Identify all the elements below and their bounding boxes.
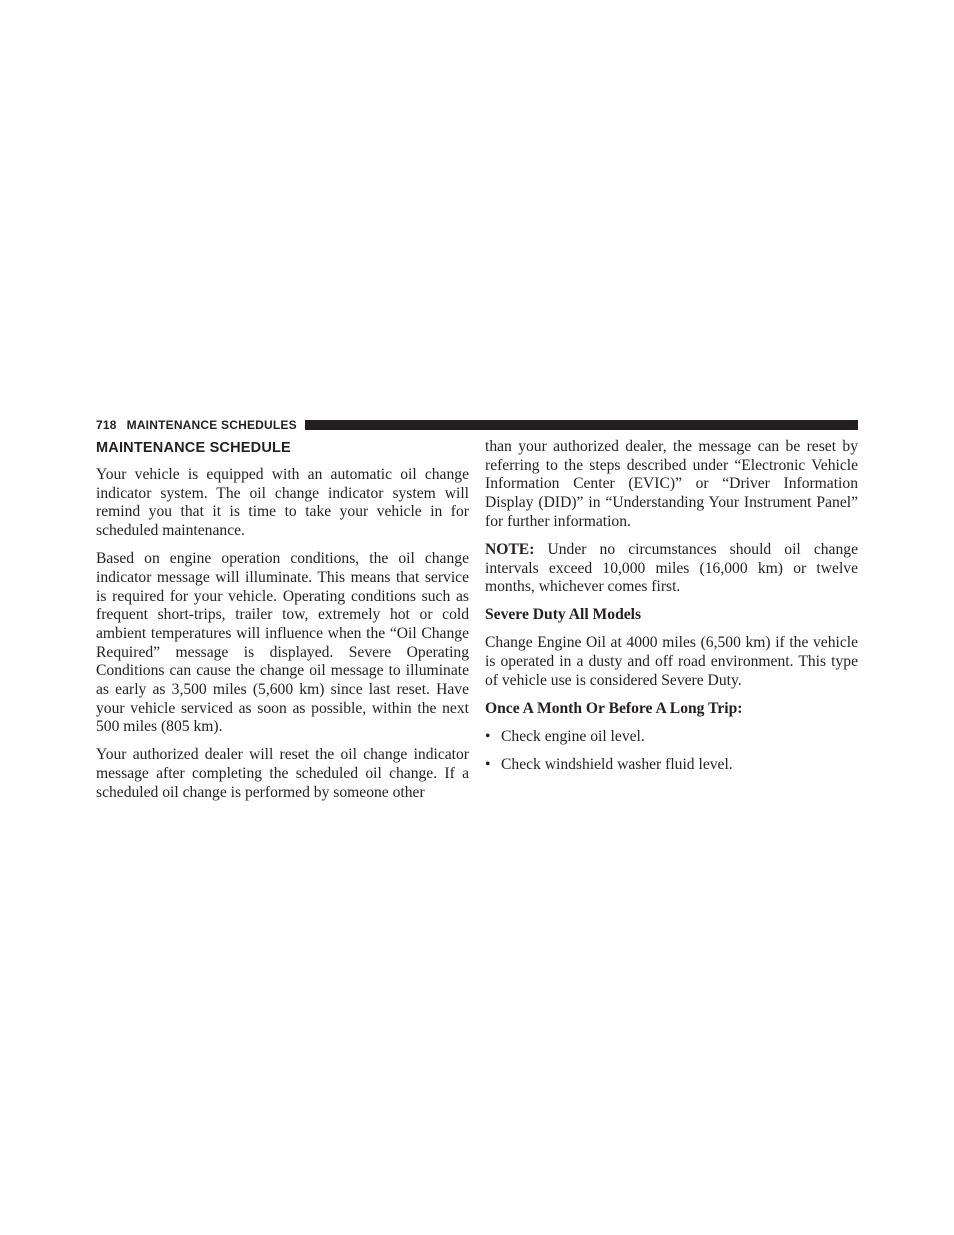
note-text: Under no circumstances should oil change intervals exceed 10,000 miles (16,000 km) or twelve months, whichever comes first. [485, 540, 858, 596]
running-title: MAINTENANCE SCHEDULES [126, 418, 297, 432]
checklist [485, 728, 858, 775]
page-number: 718 [96, 418, 117, 432]
bullet-icon: • [485, 755, 491, 773]
note-label: NOTE: [485, 540, 535, 558]
paragraph-continuation: than your authorized dealer, the message can be reset by referring to the steps described under “Electronic Vehicle Information Center (EVIC)” or “Driver Information Display (DID)” in “Understanding Your Instrument Panel” for further information. [485, 438, 858, 530]
list-item [485, 756, 858, 775]
header-rule [305, 420, 858, 430]
paragraph-dealer-reset: Your authorized dealer will reset the oil change indicator message after completing the scheduled oil change. If a scheduled oil change is performed by someone other [96, 746, 469, 801]
severe-duty-heading: Severe Duty All Models [485, 606, 642, 624]
section-title: MAINTENANCE SCHEDULE [96, 440, 291, 456]
list-item-text: Check windshield washer fluid level. [501, 755, 733, 773]
paragraph-oil-indicator: Your vehicle is equipped with an automatic oil change indicator system. The oil change indicator system will remind you that it is time to take your vehicle in for scheduled maintenance. [96, 466, 469, 540]
left-column [96, 438, 469, 812]
page-header [96, 417, 858, 433]
monthly-check-heading: Once A Month Or Before A Long Trip: [485, 699, 743, 717]
severe-duty-paragraph: Change Engine Oil at 4000 miles (6,500 km) if the vehicle is operated in a dusty and off road environment. This type of vehicle use is considered Severe Duty. [485, 634, 858, 689]
note-paragraph [485, 541, 858, 597]
right-column [485, 438, 858, 784]
list-item-text: Check engine oil level. [501, 727, 645, 745]
paragraph-operating-conditions: Based on engine operation conditions, the oil change indicator message will illuminate. This means that service is required for your vehicle. Operating conditions such as frequent short-trips, trailer tow, extremely hot or cold ambient temperatures will influence when the “Oil Change Required” message is displayed. Severe Operating Conditions can cause the change oil message to illuminate as early as 3,500 miles (5,600 km) since last reset. Have your vehicle serviced as soon as possible, within the next 500 miles (805 km). [96, 550, 469, 736]
bullet-icon: • [485, 727, 491, 745]
list-item [485, 728, 858, 747]
